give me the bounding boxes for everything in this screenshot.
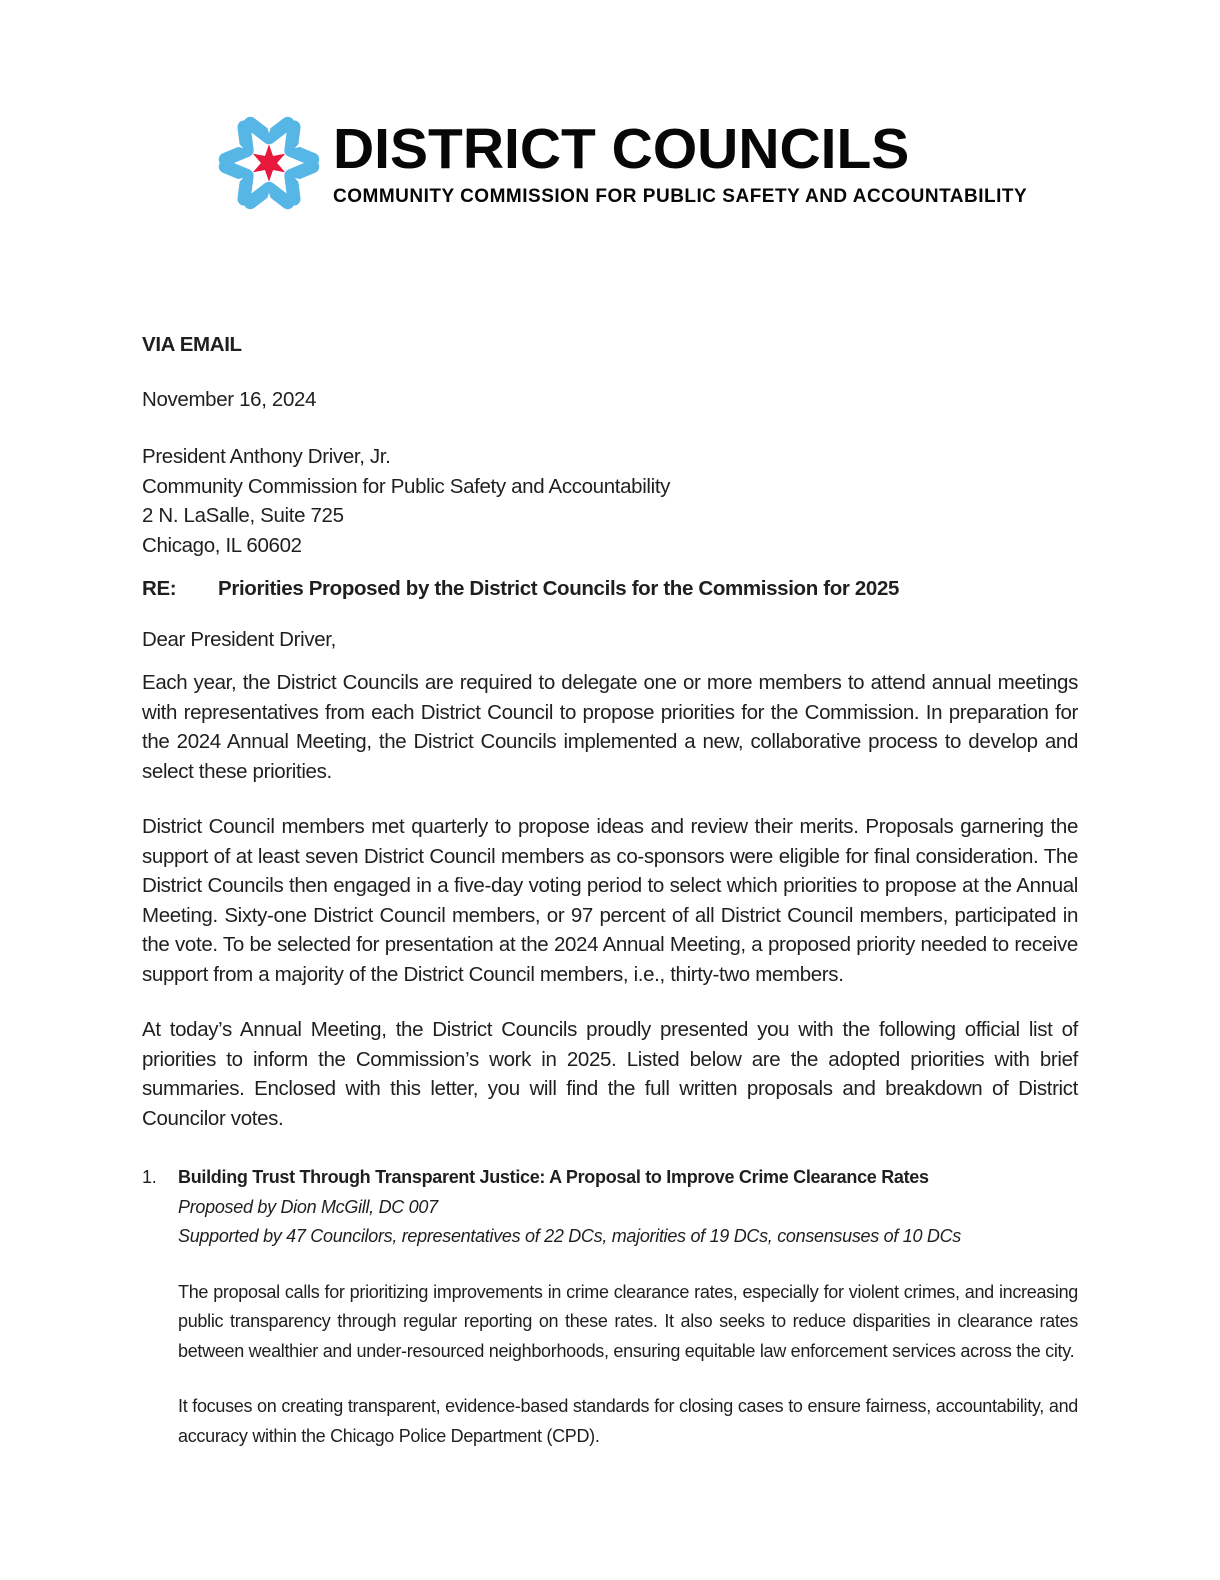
priority-item-1 [142, 1163, 1078, 1451]
recipient-organization: Community Commission for Public Safety and Accountability [142, 474, 671, 498]
recipient-city: Chicago, IL 60602 [142, 533, 302, 557]
letter-body [142, 330, 1078, 1451]
priority-1-heading [142, 1163, 1078, 1252]
recipient-address [142, 442, 1078, 560]
body-paragraph-2: District Council members met quarterly to propose ideas and review their merits. Proposals garnering the support of at least seven District Council members as co-sponsors were eligible for final consideration. The District Councils then engaged in a five-day voting period to select which priorities to propose at the Annual Meeting. Sixty-one District Council members, or 97 percent of all District Council members, participated in the vote. To be selected for presentation at the 2024 Annual Meeting, a proposed priority needed to receive support from a majority of the District Council members, i.e., thirty-two members. [142, 815, 1078, 986]
org-title: DISTRICT COUNCILS [333, 116, 910, 181]
chicago-star-icon [253, 144, 285, 181]
body-paragraph-3: At today’s Annual Meeting, the District Councils proudly presented you with the following official list of priorities to inform the Commission’s work in 2025. Listed below are the adopted priorities with brief summaries. Enclosed with this letter, you will find the full written proposals and breakdown of District Councilor votes. [142, 1018, 1078, 1130]
recipient-name: President Anthony Driver, Jr. [142, 445, 391, 468]
org-subtitle: COMMUNITY COMMISSION FOR PUBLIC SAFETY AND ACCOUNTABILITY [333, 185, 1028, 207]
priority-1-proposed-by: Proposed by Dion McGill, DC 007 [178, 1196, 438, 1217]
priority-1-supported-by: Supported by 47 Councilors, representatives of 22 DCs, majorities of 19 DCs, consensuses of 10 DCs [178, 1226, 961, 1246]
priority-1-number: 1. [142, 1167, 157, 1187]
salutation: Dear President Driver, [142, 627, 336, 651]
letter-date: November 16, 2024 [142, 387, 317, 411]
body-paragraph-1: Each year, the District Councils are required to delegate one or more members to attend annual meetings with representatives from each District Council to propose priorities for the Commission. In preparation for the 2024 Annual Meeting, the District Councils implemented a new, collaborative process to develop and select these priorities. [142, 671, 1078, 783]
re-subject: Priorities Proposed by the District Councils for the Commission for 2025 [218, 577, 900, 600]
priority-1-paragraph-2: It focuses on creating transparent, evidence-based standards for closing cases to ensure fairness, accountability, and accuracy within the Chicago Police Department (CPD). [178, 1396, 1078, 1446]
priority-1-heading-text [178, 1163, 1078, 1252]
delivery-method: VIA EMAIL [142, 333, 242, 356]
letterhead [214, 108, 1078, 218]
ccpsa-snowflake-star-icon [214, 108, 324, 218]
recipient-street: 2 N. LaSalle, Suite 725 [142, 504, 344, 527]
letterhead-text [333, 116, 1028, 207]
priority-1-title: Building Trust Through Transparent Justice: A Proposal to Improve Crime Clearance Rates [178, 1167, 929, 1187]
re-line [142, 574, 1078, 604]
priority-1-paragraph-1: The proposal calls for prioritizing improvements in crime clearance rates, especially for violent crimes, and increasing public transparency through regular reporting on these rates. It also seeks to reduce disparities in clearance rates between wealthier and under-resourced neighborhoods, ensuring equitable law enforcement services across the city. [178, 1281, 1078, 1361]
re-label: RE: [142, 577, 177, 600]
